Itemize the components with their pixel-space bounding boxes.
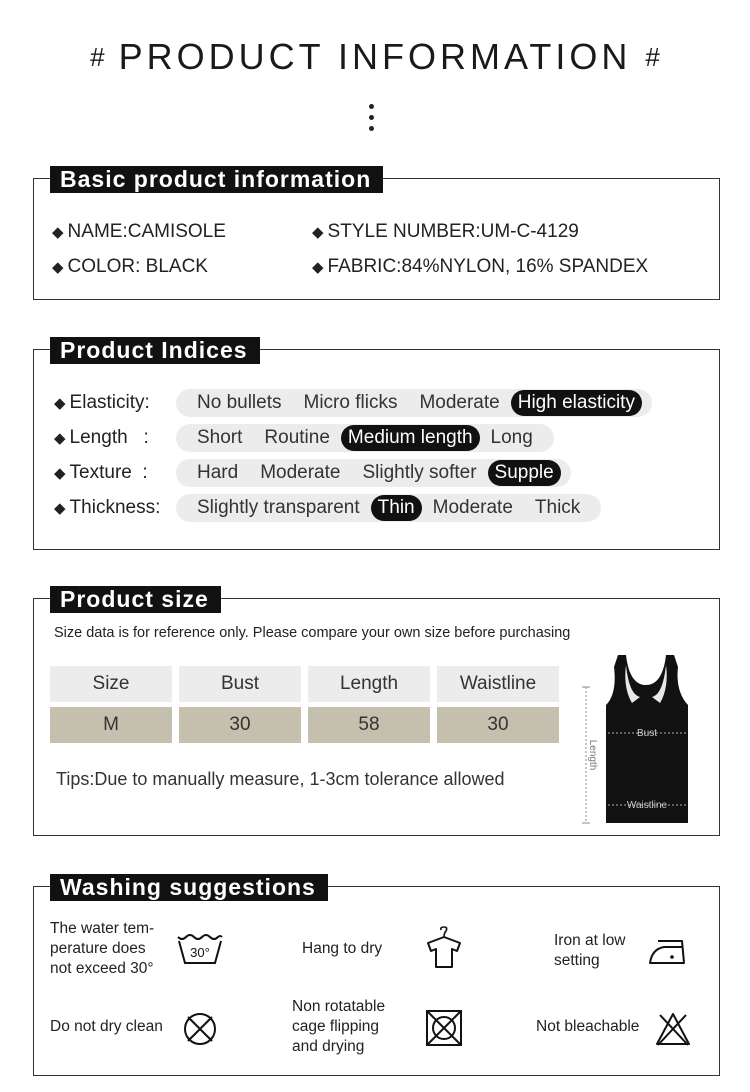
diamond-icon: ◆ bbox=[312, 224, 324, 241]
color-item bbox=[52, 256, 208, 278]
name-text: NAME:CAMISOLE bbox=[67, 221, 226, 242]
wash-temp-text: The water tem- perature does not exceed 30° bbox=[50, 920, 155, 977]
waist-diagram-label: Waistline bbox=[626, 800, 668, 811]
hang-dry-icon bbox=[424, 925, 464, 969]
index-option-selected: Supple bbox=[488, 460, 561, 486]
basic-info-heading: Basic product information bbox=[50, 166, 383, 193]
no-tumble-text: Non rotatable cage flipping and drying bbox=[292, 998, 386, 1055]
indices-heading: Product Indices bbox=[50, 337, 260, 364]
index-label-text: Elasticity: bbox=[69, 392, 150, 413]
style-number-item bbox=[312, 221, 579, 243]
index-scale-elasticity bbox=[176, 389, 652, 417]
iron-icon bbox=[648, 935, 692, 967]
diamond-icon: ◆ bbox=[54, 465, 66, 482]
diamond-icon: ◆ bbox=[54, 430, 66, 447]
index-option-selected: High elasticity bbox=[511, 390, 642, 416]
index-scale-length bbox=[176, 424, 554, 452]
index-row-texture bbox=[54, 459, 571, 487]
style-number-text: STYLE NUMBER:UM-C-4129 bbox=[327, 221, 579, 242]
fabric-text: FABRIC:84%NYLON, 16% SPANDEX bbox=[327, 256, 649, 277]
fabric-item bbox=[312, 256, 648, 278]
index-label-text: Thickness: bbox=[69, 497, 161, 518]
size-value: M bbox=[50, 707, 172, 743]
diamond-icon: ◆ bbox=[54, 395, 66, 412]
index-option: Thick bbox=[534, 497, 581, 518]
hash-left: # bbox=[90, 42, 105, 72]
index-option: Routine bbox=[264, 427, 330, 448]
size-heading: Product size bbox=[50, 586, 221, 613]
bust-diagram-label: Bust bbox=[636, 728, 658, 739]
size-section bbox=[33, 586, 720, 836]
diamond-icon: ◆ bbox=[52, 259, 64, 276]
length-diagram-label: Length bbox=[587, 739, 598, 771]
length-header: Length bbox=[308, 666, 430, 702]
index-option: Moderate bbox=[419, 392, 500, 413]
index-row-thickness bbox=[54, 494, 601, 522]
length-value: 58 bbox=[308, 707, 430, 743]
diamond-icon: ◆ bbox=[54, 500, 66, 517]
index-label-length bbox=[54, 427, 176, 449]
size-header: Size bbox=[50, 666, 172, 702]
index-label-text: Length : bbox=[69, 427, 149, 448]
no-bleach-icon bbox=[654, 1011, 692, 1047]
bust-value: 30 bbox=[179, 707, 301, 743]
bust-header: Bust bbox=[179, 666, 301, 702]
title-text: PRODUCT INFORMATION bbox=[118, 36, 632, 77]
page-title bbox=[0, 36, 750, 78]
size-tips: Tips:Due to manually measure, 1-3cm tolerance allowed bbox=[56, 769, 505, 789]
index-label-texture bbox=[54, 462, 176, 484]
basic-info-section bbox=[33, 166, 720, 300]
index-option: Hard bbox=[197, 462, 239, 483]
indices-section bbox=[33, 337, 720, 550]
diamond-icon: ◆ bbox=[312, 259, 324, 276]
wash-temp-label: 30° bbox=[190, 945, 210, 960]
index-option: Long bbox=[490, 427, 533, 448]
washing-section bbox=[33, 874, 720, 1076]
no-dry-clean-text: Do not dry clean bbox=[50, 1018, 163, 1035]
index-option: Moderate bbox=[260, 462, 341, 483]
waistline-value: 30 bbox=[437, 707, 559, 743]
index-label-elasticity bbox=[54, 392, 176, 414]
hang-dry-text: Hang to dry bbox=[302, 940, 383, 957]
index-row-elasticity bbox=[54, 389, 652, 417]
vertical-dots-icon bbox=[369, 104, 375, 137]
iron-text: Iron at low setting bbox=[554, 932, 626, 969]
size-note: Size data is for reference only. Please compare your own size before purchasing bbox=[54, 625, 571, 641]
camisole-diagram bbox=[580, 653, 700, 827]
index-label-thickness bbox=[54, 497, 176, 519]
index-label-text: Texture : bbox=[69, 462, 148, 483]
no-tumble-dry-icon bbox=[425, 1009, 463, 1047]
index-option-selected: Thin bbox=[371, 495, 422, 521]
wash-30-icon bbox=[176, 933, 224, 965]
index-option: Micro flicks bbox=[303, 392, 398, 413]
index-option: Slightly softer bbox=[362, 462, 477, 483]
index-option: No bullets bbox=[197, 392, 282, 413]
index-option: Slightly transparent bbox=[197, 497, 360, 518]
index-row-length bbox=[54, 424, 554, 452]
no-bleach-text: Not bleachable bbox=[536, 1018, 640, 1035]
color-text: COLOR: BLACK bbox=[67, 256, 208, 277]
index-scale-texture bbox=[176, 459, 571, 487]
hash-right: # bbox=[645, 42, 660, 72]
washing-heading: Washing suggestions bbox=[50, 874, 328, 901]
name-item bbox=[52, 221, 226, 243]
index-option: Short bbox=[197, 427, 243, 448]
index-scale-thickness bbox=[176, 494, 601, 522]
no-dry-clean-icon bbox=[182, 1011, 218, 1047]
index-option: Moderate bbox=[432, 497, 513, 518]
diamond-icon: ◆ bbox=[52, 224, 64, 241]
index-option-selected: Medium length bbox=[341, 425, 480, 451]
waistline-header: Waistline bbox=[437, 666, 559, 702]
